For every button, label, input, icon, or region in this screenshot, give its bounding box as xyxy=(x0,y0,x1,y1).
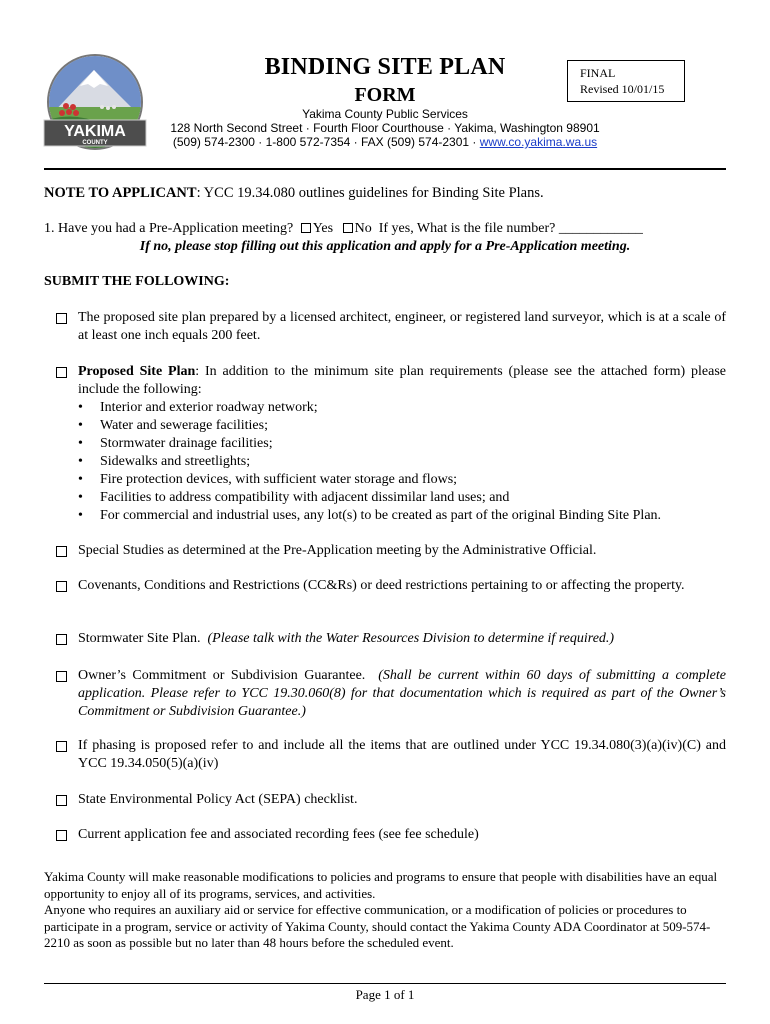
item-text xyxy=(78,630,726,648)
status-box xyxy=(567,60,685,102)
question-pre-application xyxy=(44,220,726,238)
list-item: • Interior and exterior roadway network; xyxy=(100,399,726,417)
note-to-applicant xyxy=(44,184,726,202)
list-item: • Sidewalks and streetlights; xyxy=(100,453,726,471)
yakima-county-logo xyxy=(42,52,148,158)
no-label: No xyxy=(354,221,372,236)
checklist-item-sepa xyxy=(56,791,726,809)
page-number: Page 1 of 1 xyxy=(355,987,415,1002)
svg-text:YAKIMA: YAKIMA xyxy=(64,123,126,140)
file-number-field[interactable]: If yes, What is the file number? ____________ xyxy=(378,221,643,236)
submit-heading: SUBMIT THE FOLLOWING: xyxy=(44,274,230,289)
note-text: : YCC 19.34.080 outlines guidelines for Binding Site Plans. xyxy=(196,185,544,201)
department-address: 128 North Second Street · Fourth Floor Courthouse · Yakima, Washington 98901 xyxy=(170,121,600,135)
checklist-item-proposed-site-plan xyxy=(56,363,726,525)
note-label: NOTE TO APPLICANT xyxy=(44,185,197,201)
item-text: If phasing is proposed refer to and include all the items that are outlined under YCC 19.34.080(3)(a)(iv)(C) and YCC 19.34.050(5)(a)(iv) xyxy=(78,738,726,771)
form-subtitle: FORM xyxy=(354,84,416,106)
item-text: The proposed site plan prepared by a licensed architect, engineer, or registered land surveyor, which is at a scale of at least one inch equals 200 feet. xyxy=(78,310,726,343)
item-note: (Shall be current within 60 days of submitting a complete application. Please refer to YCC 19.30.060(8) for that documentation which is required as part of the Owner’s Commitment or Subdivision Guarantee.) xyxy=(78,668,726,719)
footer-divider xyxy=(44,983,726,984)
item-description: : In addition to the minimum site plan requirements (please see the attached form) please include the following: xyxy=(78,364,726,397)
form-title: BINDING SITE PLAN xyxy=(264,54,506,80)
list-item: • Water and sewerage facilities; xyxy=(100,417,726,435)
header-divider xyxy=(44,168,726,170)
item-checkbox[interactable] xyxy=(56,741,67,752)
pre-application-warning: If no, please stop filling out this application and apply for a Pre-Application meeting. xyxy=(139,239,631,254)
item-checkbox[interactable] xyxy=(56,634,67,645)
item-checkbox[interactable] xyxy=(56,830,67,841)
department-name: Yakima County Public Services xyxy=(302,107,468,121)
item-note: (Please talk with the Water Resources Division to determine if required.) xyxy=(207,631,615,646)
item-label: Owner’s Commitment or Subdivision Guarantee. xyxy=(78,668,366,683)
item-checkbox[interactable] xyxy=(56,671,67,682)
contact-line xyxy=(160,135,610,149)
list-item: • For commercial and industrial uses, any lot(s) to be created as part of the original Binding Site Plan. xyxy=(100,507,726,525)
list-item: • Facilities to address compatibility with adjacent dissimilar land uses; and xyxy=(100,489,726,507)
item-text xyxy=(78,363,726,525)
checklist-item-fees xyxy=(56,826,726,844)
ada-contact-statement: Anyone who requires an auxiliary aid or service for effective communication, or a modification of policies or procedures to participate in a program, service or activity of Yakima County, should contact the Yakima County ADA Coordinator at 509-574-2210 as soon as possible but no later than 48 hours before the scheduled event. xyxy=(44,902,711,950)
yes-checkbox[interactable] xyxy=(301,223,311,233)
item-text: Current application fee and associated recording fees (see fee schedule) xyxy=(78,827,479,842)
revision-date: Revised 10/01/15 xyxy=(580,82,665,96)
checklist-item-special-studies xyxy=(56,542,726,560)
checklist-item-phasing xyxy=(56,737,726,773)
item-text: Special Studies as determined at the Pre-Application meeting by the Administrative Official. xyxy=(78,543,597,558)
no-checkbox[interactable] xyxy=(343,223,353,233)
yes-label: Yes xyxy=(312,221,334,236)
status-label: FINAL xyxy=(580,66,616,80)
website-link[interactable]: www.co.yakima.wa.us xyxy=(479,135,598,149)
requirements-list xyxy=(78,399,726,525)
item-checkbox[interactable] xyxy=(56,313,67,324)
item-text: State Environmental Policy Act (SEPA) checklist. xyxy=(78,792,358,807)
item-text: Covenants, Conditions and Restrictions (CC&Rs) or deed restrictions pertaining to or affecting the property. xyxy=(78,578,685,593)
list-item: • Fire protection devices, with sufficient water storage and flows; xyxy=(100,471,726,489)
checklist-item-ccrs xyxy=(56,577,726,595)
checklist-item-owners-commitment xyxy=(56,667,726,721)
item-checkbox[interactable] xyxy=(56,367,67,378)
item-label: Stormwater Site Plan. xyxy=(78,631,201,646)
ada-statement: Yakima County will make reasonable modifications to policies and programs to ensure that people with disabilities have an equal opportunity to enjoy all of its programs, services, and activities. xyxy=(44,869,718,901)
item-checkbox[interactable] xyxy=(56,546,67,557)
checklist-item-site-plan xyxy=(56,309,726,345)
item-label: Proposed Site Plan xyxy=(78,364,196,379)
item-checkbox[interactable] xyxy=(56,795,67,806)
phone-numbers: (509) 574-2300 · 1-800 572-7354 · FAX (509) 574-2301 · xyxy=(172,135,480,149)
checklist-item-stormwater xyxy=(56,630,726,648)
question-text: 1. Have you had a Pre-Application meeting? xyxy=(44,221,294,236)
item-checkbox[interactable] xyxy=(56,581,67,592)
svg-text:COUNTY: COUNTY xyxy=(82,140,108,146)
item-text xyxy=(78,667,726,721)
list-item: • Stormwater drainage facilities; xyxy=(100,435,726,453)
